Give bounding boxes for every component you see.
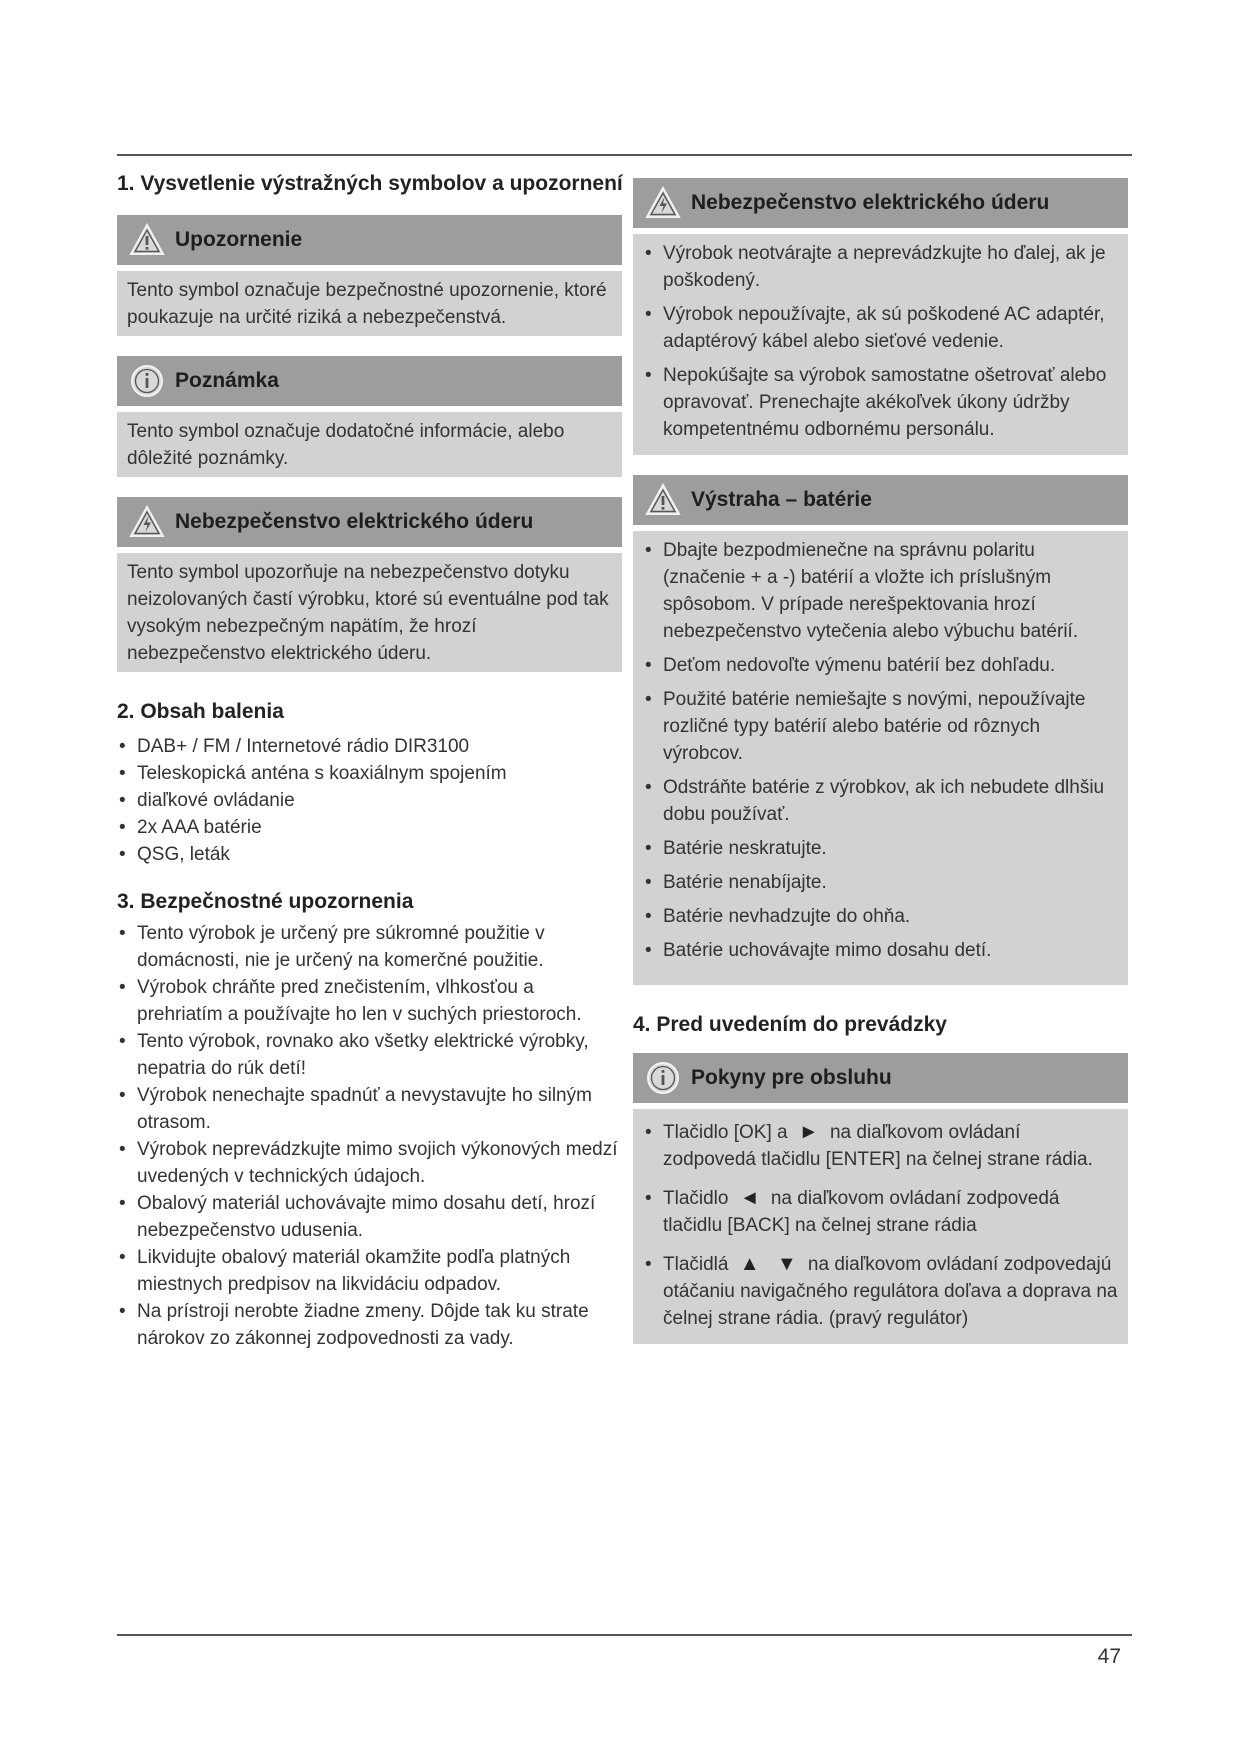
list-item: • Tento výrobok je určený pre súkromné použitie v domácnosti, nie je určený na komerčné použitie. xyxy=(117,920,622,974)
list-item: • Batérie nenabíjajte. xyxy=(643,869,1118,896)
top-rule xyxy=(117,154,1132,156)
battery-box-title: Výstraha – batérie xyxy=(691,488,872,511)
battery-box-header xyxy=(633,475,1128,525)
operating-box-header xyxy=(633,1053,1128,1103)
list-item: • Batérie nevhadzujte do ohňa. xyxy=(643,903,1118,930)
safety-notes-list xyxy=(117,920,622,1352)
operating-items-list xyxy=(643,1119,1118,1332)
right-column xyxy=(633,178,1128,1344)
list-item: • Odstráňte batérie z výrobkov, ak ich nebudete dlhšiu dobu používať. xyxy=(643,774,1118,828)
play-right-icon: ► xyxy=(798,1121,819,1143)
operating-box xyxy=(633,1053,1128,1344)
list-item: • Nepokúšajte sa výrobok samostatne ošetrovať alebo opravovať. Prenechajte akékoľvek úkony údržby kompetentnému odbornému personálu. xyxy=(643,362,1118,443)
list-item xyxy=(643,1185,1118,1239)
right-shock-box-body xyxy=(633,234,1128,455)
list-item: • Dbajte bezpodmienečne na správnu polaritu (značenie + a -) batérií a vložte ich príslušným spôsobom. V prípade nerešpektovania hrozí nebezpečenstvo vytečenia alebo výbuchu batérií. xyxy=(643,537,1118,645)
section-2-title: 2. Obsah balenia xyxy=(117,700,284,723)
package-contents-list xyxy=(117,733,622,868)
nav-buttons-text: Tlačidlá xyxy=(663,1254,729,1275)
nav-buttons-desc: na diaľkovom ovládaní zodpovedajú otáčaniu navigačného regulátora doľava a doprava na čelnej strane rádia. (pravý regulátor) xyxy=(663,1254,1118,1329)
battery-items-list xyxy=(643,537,1118,964)
list-item: • Batérie neskratujte. xyxy=(643,835,1118,862)
arrow-down-icon: ▼ xyxy=(776,1253,797,1275)
shock-box-title: Nebezpečenstvo elektrického úderu xyxy=(175,510,534,533)
warning-triangle-icon xyxy=(645,482,681,518)
note-box xyxy=(117,356,622,477)
bottom-rule xyxy=(117,1634,1132,1636)
list-item: • Obalový materiál uchovávajte mimo dosahu detí, hrozí nebezpečenstvo udusenia. xyxy=(117,1190,622,1244)
shock-items-list xyxy=(643,240,1118,443)
operating-box-body xyxy=(633,1109,1128,1344)
list-item: • Na prístroji nerobte žiadne zmeny. Dôjde tak ku strate nárokov zo zákonnej zodpovednosti za vady. xyxy=(117,1298,622,1352)
list-item: • Výrobok neotvárajte a neprevádzkujte ho ďalej, ak je poškodený. xyxy=(643,240,1118,294)
right-shock-box-title: Nebezpečenstvo elektrického úderu xyxy=(691,191,1050,214)
list-item: • Likvidujte obalový materiál okamžite podľa platných miestnych predpisov na likvidáciu odpadov. xyxy=(117,1244,622,1298)
warning-triangle-icon xyxy=(129,222,165,258)
list-item: • Výrobok nepoužívajte, ak sú poškodené AC adaptér, adaptérový kábel alebo sieťové vedenie. xyxy=(643,301,1118,355)
list-item: • Výrobok nenechajte spadnúť a nevystavujte ho silným otrasom. xyxy=(117,1082,622,1136)
battery-box-body xyxy=(633,531,1128,985)
warning-triangle-icon xyxy=(129,504,165,540)
arrow-left-icon: ◄ xyxy=(739,1187,760,1209)
section-3-title: 3. Bezpečnostné upozornenia xyxy=(117,890,414,913)
list-item: • 2x AAA batérie xyxy=(117,814,622,841)
right-shock-box-header xyxy=(633,178,1128,228)
battery-box xyxy=(633,475,1128,985)
warning-box xyxy=(117,215,622,336)
list-item: • Výrobok chráňte pred znečistením, vlhkosťou a prehriatím a používajte ho len v suchých priestoroch. xyxy=(117,974,622,1028)
ok-button-desc: na diaľkovom ovládaní zodpovedá tlačidlu [ENTER] na čelnej strane rádia. xyxy=(663,1122,1093,1170)
warning-box-title: Upozornenie xyxy=(175,228,303,251)
note-box-header xyxy=(117,356,622,406)
shock-box-text: Tento symbol upozorňuje na nebezpečenstvo dotyku neizolovaných častí výrobku, ktoré sú eventuálne pod tak vysokým nebezpečným napätím, že hrozí nebezpečenstvo elektrického úderu. xyxy=(117,553,622,672)
left-column xyxy=(117,172,622,1352)
warning-triangle-icon xyxy=(645,185,681,221)
warning-box-header xyxy=(117,215,622,265)
back-button-text: Tlačidlo xyxy=(663,1188,729,1209)
list-item: • Batérie uchovávajte mimo dosahu detí. xyxy=(643,937,1118,964)
list-item: • Tento výrobok, rovnako ako všetky elektrické výrobky, nepatria do rúk detí! xyxy=(117,1028,622,1082)
list-item: • Teleskopická anténa s koaxiálnym spojením xyxy=(117,760,622,787)
warning-box-text: Tento symbol označuje bezpečnostné upozornenie, ktoré poukazuje na určité riziká a nebezpečenstvá. xyxy=(117,271,622,336)
page-number: 47 xyxy=(1097,1645,1121,1668)
ok-button-text: Tlačidlo [OK] a xyxy=(663,1122,788,1143)
list-item: • Použité batérie nemiešajte s novými, nepoužívajte rozličné typy batérií alebo batérie od rôznych výrobcov. xyxy=(643,686,1118,767)
shock-box xyxy=(117,497,622,672)
list-item: • diaľkové ovládanie xyxy=(117,787,622,814)
info-circle-icon xyxy=(645,1060,681,1096)
note-box-title: Poznámka xyxy=(175,369,279,392)
list-item: • Výrobok neprevádzkujte mimo svojich výkonových medzí uvedených v technických údajoch. xyxy=(117,1136,622,1190)
list-item xyxy=(643,1119,1118,1173)
operating-box-title: Pokyny pre obsluhu xyxy=(691,1066,892,1089)
list-item: • DAB+ / FM / Internetové rádio DIR3100 xyxy=(117,733,622,760)
list-item: • Deťom nedovoľte výmenu batérií bez dohľadu. xyxy=(643,652,1118,679)
info-circle-icon xyxy=(129,363,165,399)
list-item: • QSG, leták xyxy=(117,841,622,868)
section-1-title: 1. Vysvetlenie výstražných symbolov a upozornení xyxy=(117,172,623,195)
shock-box-header xyxy=(117,497,622,547)
note-box-text: Tento symbol označuje dodatočné informácie, alebo dôležité poznámky. xyxy=(117,412,622,477)
arrow-up-icon: ▲ xyxy=(739,1253,760,1275)
list-item xyxy=(643,1251,1118,1332)
back-button-desc: na diaľkovom ovládaní zodpovedá tlačidlu [BACK] na čelnej strane rádia xyxy=(663,1188,1060,1236)
section-4-title: 4. Pred uvedením do prevádzky xyxy=(633,1013,947,1036)
right-shock-box xyxy=(633,178,1128,455)
